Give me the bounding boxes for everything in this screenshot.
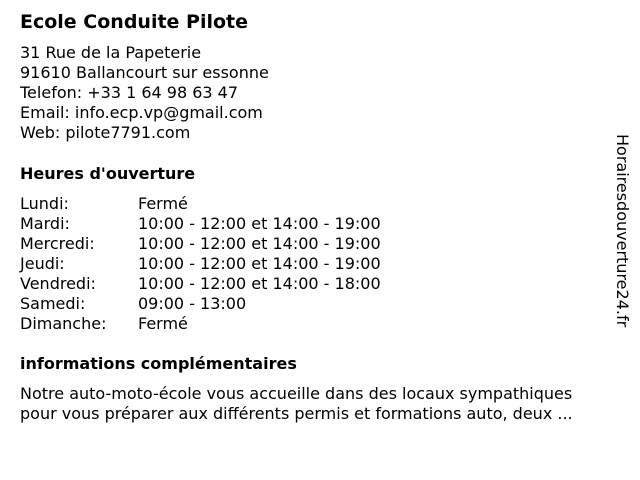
opening-hours-table — [20, 194, 440, 334]
hours-row-vendredi — [20, 274, 440, 294]
hours-row-lundi — [20, 194, 440, 214]
time-value: Fermé — [138, 194, 188, 213]
info-heading: informations complémentaires — [20, 354, 297, 373]
watermark-text: Horairesdouverture24.fr — [613, 134, 632, 328]
hours-row-jeudi — [20, 254, 440, 274]
street-address: 31 Rue de la Papeterie — [20, 43, 202, 62]
day-label: Jeudi: — [20, 254, 65, 273]
day-label: Lundi: — [20, 194, 69, 213]
hours-heading: Heures d'ouverture — [20, 164, 196, 183]
time-value: 10:00 - 12:00 et 14:00 - 18:00 — [138, 274, 381, 293]
email-address[interactable]: Email: info.ecp.vp@gmail.com — [20, 103, 263, 122]
description-line: pour vous préparer aux différents permis et formations auto, deux ... — [20, 404, 573, 423]
day-label: Samedi: — [20, 294, 86, 313]
time-value: 10:00 - 12:00 et 14:00 - 19:00 — [138, 214, 381, 233]
city-address: 91610 Ballancourt sur essonne — [20, 63, 269, 82]
time-value: 09:00 - 13:00 — [138, 294, 247, 313]
watermark — [612, 134, 632, 346]
hours-row-samedi — [20, 294, 440, 314]
day-label: Dimanche: — [20, 314, 107, 333]
day-label: Mercredi: — [20, 234, 95, 253]
business-title: Ecole Conduite Pilote — [20, 11, 249, 33]
time-value: 10:00 - 12:00 et 14:00 - 19:00 — [138, 254, 381, 273]
hours-row-dimanche — [20, 314, 440, 334]
address-block — [20, 43, 269, 143]
time-value: Fermé — [138, 314, 188, 333]
description-text — [20, 384, 573, 424]
day-label: Vendredi: — [20, 274, 96, 293]
hours-row-mardi — [20, 214, 440, 234]
time-value: 10:00 - 12:00 et 14:00 - 19:00 — [138, 234, 381, 253]
description-line: Notre auto-moto-école vous accueille dans des locaux sympathiques — [20, 384, 573, 403]
day-label: Mardi: — [20, 214, 70, 233]
hours-row-mercredi — [20, 234, 440, 254]
phone-number[interactable]: Telefon: +33 1 64 98 63 47 — [20, 83, 239, 102]
website-link[interactable]: Web: pilote7791.com — [20, 123, 191, 142]
